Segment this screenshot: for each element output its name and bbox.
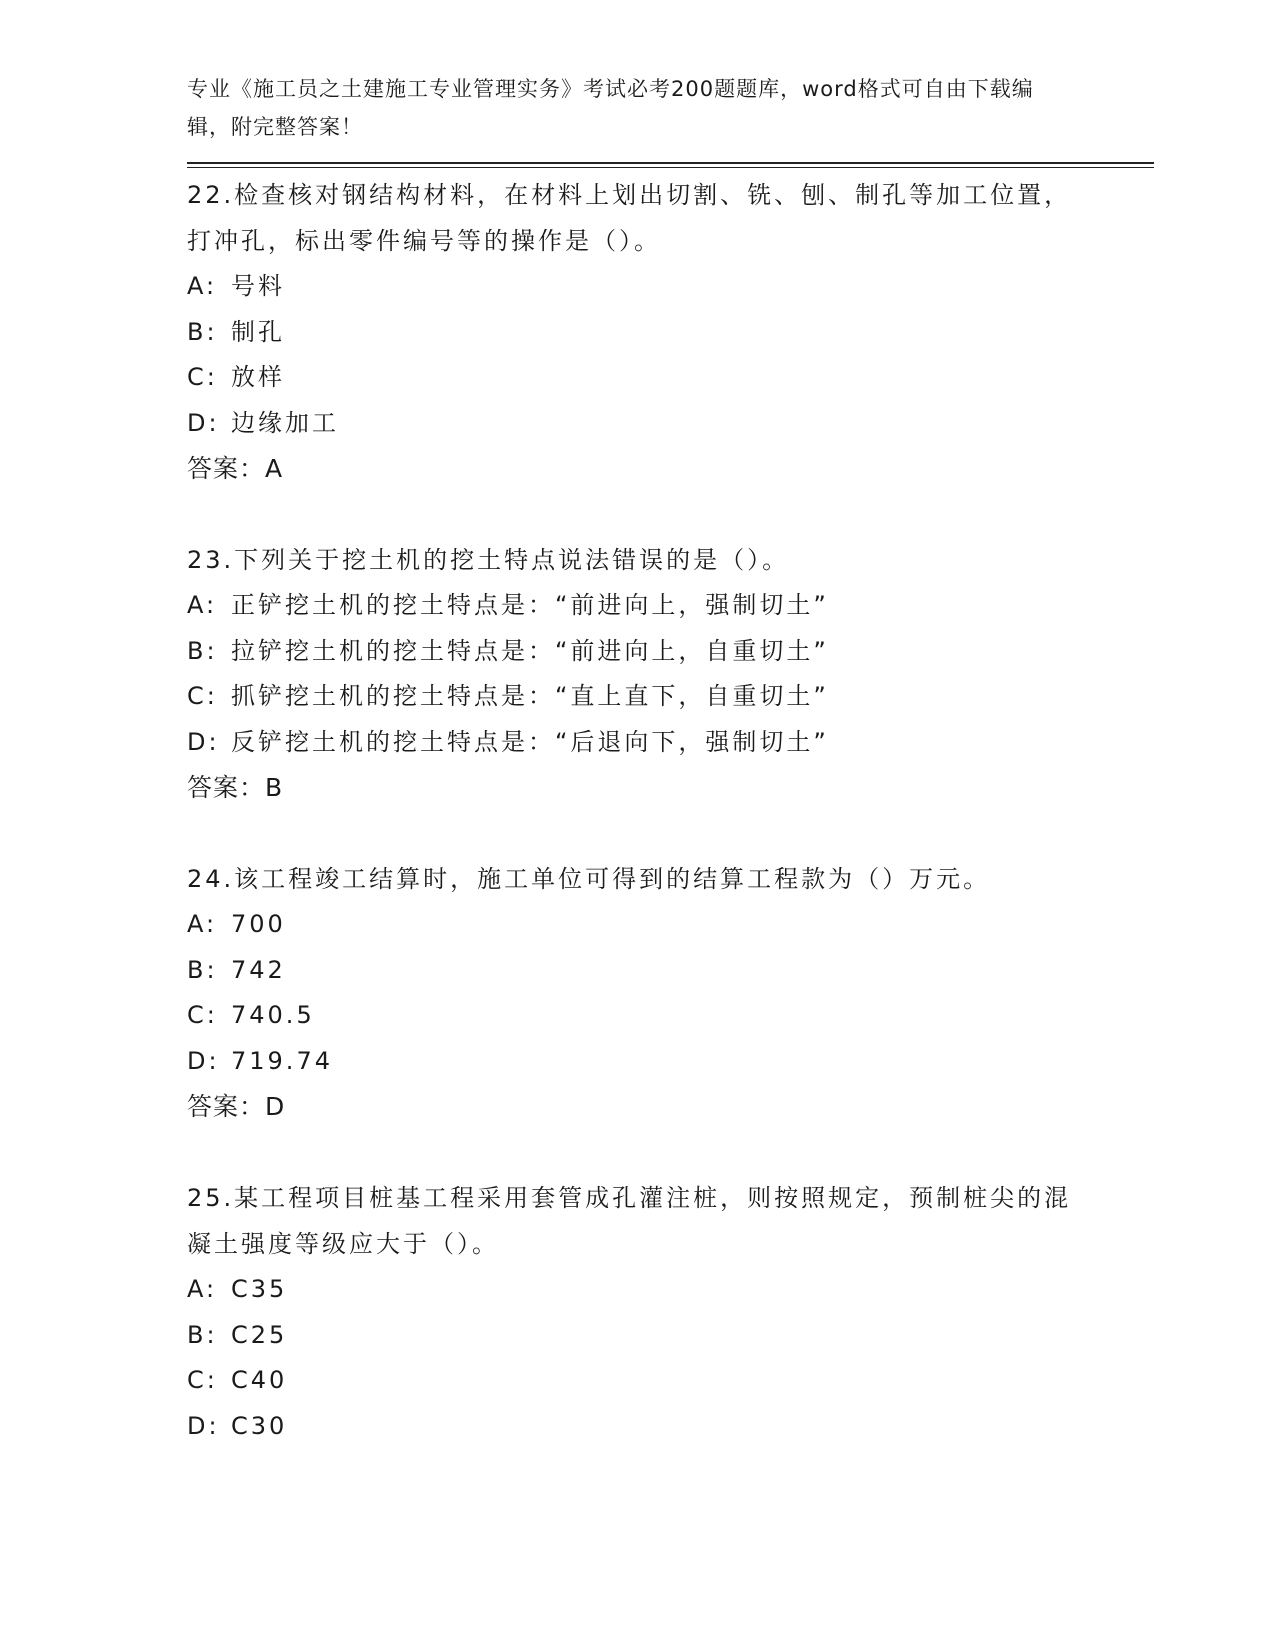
option-key: C: — [187, 1366, 218, 1394]
question-list — [187, 172, 1147, 1449]
option-key: A: — [187, 591, 218, 619]
option-a — [187, 902, 1147, 948]
question-item — [187, 856, 1147, 1129]
option-a — [187, 583, 1147, 629]
option-c — [187, 993, 1147, 1039]
question-item — [187, 1175, 1147, 1449]
option-b — [187, 948, 1147, 994]
option-text: C40 — [231, 1366, 288, 1394]
option-key: C: — [187, 363, 218, 391]
option-c — [187, 674, 1147, 720]
option-c — [187, 355, 1147, 401]
option-text: 719.74 — [231, 1046, 333, 1075]
header-divider — [187, 162, 1154, 168]
option-text: 抓铲挖土机的挖土特点是：“直上直下，自重切土” — [231, 682, 829, 710]
option-text: 拉铲挖土机的挖土特点是：“前进向上，自重切土” — [231, 636, 829, 665]
question-item — [187, 537, 1147, 810]
option-text: 742 — [231, 955, 286, 984]
option-text: C30 — [231, 1411, 288, 1440]
question-item — [187, 172, 1147, 491]
answer-line: 答案：A — [187, 454, 284, 483]
answer-line: 答案：D — [187, 1092, 286, 1121]
option-key: B: — [187, 955, 218, 984]
option-key: D: — [187, 727, 220, 756]
option-d — [187, 401, 1147, 447]
option-text: 740.5 — [231, 1001, 315, 1029]
document-intro: 专业《施工员之土建施工专业管理实务》考试必考200题题库，word格式可自由下载编辑，附完整答案！ — [187, 77, 1034, 139]
option-text: 制孔 — [231, 317, 285, 346]
option-d — [187, 720, 1147, 766]
question-stem: 24.该工程竣工结算时，施工单位可得到的结算工程款为（）万元。 — [187, 865, 991, 893]
option-a — [187, 1267, 1147, 1313]
option-text: C25 — [231, 1320, 288, 1349]
option-d — [187, 1039, 1147, 1085]
option-key: B: — [187, 636, 218, 665]
option-key: A: — [187, 272, 218, 300]
document-page — [187, 70, 1147, 1495]
question-stem: 25.某工程项目桩基工程采用套管成孔灌注桩，则按照规定，预制桩尖的混凝土强度等级应大于（）。 — [187, 1184, 1072, 1258]
option-key: D: — [187, 1411, 220, 1440]
option-text: 反铲挖土机的挖土特点是：“后退向下，强制切土” — [231, 727, 829, 756]
option-key: A: — [187, 910, 218, 938]
option-text: 正铲挖土机的挖土特点是：“前进向上，强制切土” — [231, 591, 829, 619]
option-text: 号料 — [231, 272, 285, 300]
option-c — [187, 1358, 1147, 1404]
option-text: 放样 — [231, 363, 285, 391]
option-d — [187, 1404, 1147, 1450]
answer-line: 答案：B — [187, 773, 284, 802]
option-b — [187, 629, 1147, 675]
option-text: C35 — [231, 1275, 288, 1303]
option-text: 边缘加工 — [231, 408, 339, 437]
option-key: D: — [187, 408, 220, 437]
option-key: C: — [187, 682, 218, 710]
option-key: D: — [187, 1046, 220, 1075]
option-b — [187, 310, 1147, 356]
option-text: 700 — [231, 910, 286, 938]
option-key: B: — [187, 1320, 218, 1349]
question-stem: 22.检查核对钢结构材料，在材料上划出切割、铣、刨、制孔等加工位置，打冲孔，标出零件编号等的操作是（）。 — [187, 181, 1072, 255]
option-key: A: — [187, 1275, 218, 1303]
question-stem: 23.下列关于挖土机的挖土特点说法错误的是（）。 — [187, 546, 790, 574]
option-a — [187, 264, 1147, 310]
option-b — [187, 1313, 1147, 1359]
option-key: C: — [187, 1001, 218, 1029]
option-key: B: — [187, 317, 218, 346]
